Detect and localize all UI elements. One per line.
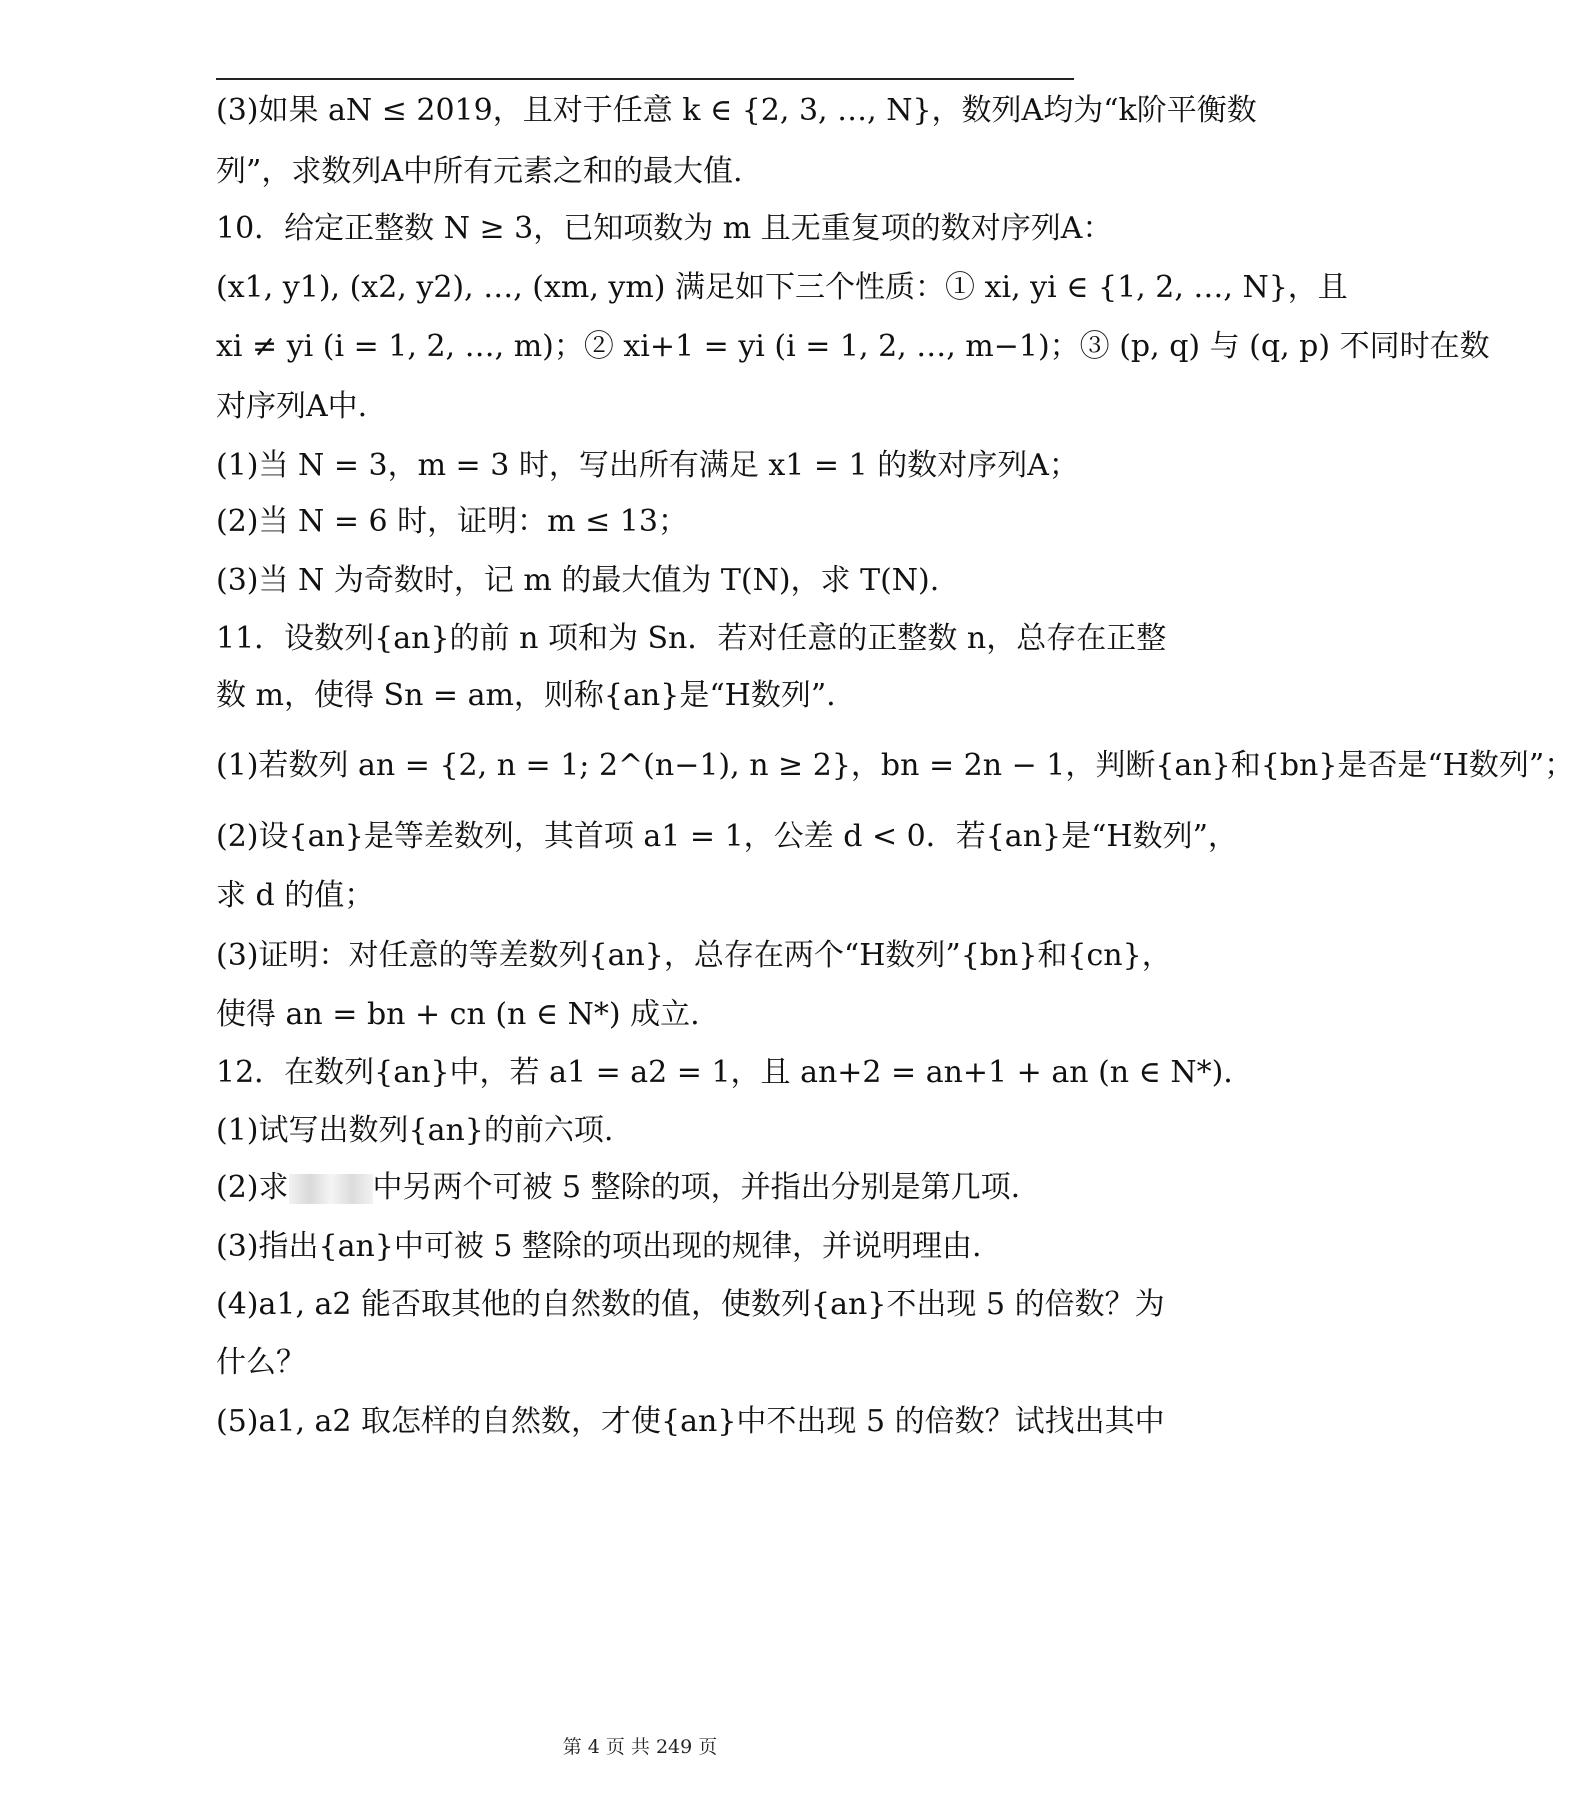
text-line-9: (3)当 N 为奇数时，记 m 的最大值为 T(N)，求 T(N). — [216, 563, 940, 598]
text-line-21: (4)a1, a2 能否取其他的自然数的值，使数列{an}不出现 5 的倍数？为 — [216, 1287, 1165, 1322]
text-line-3: 10．给定正整数 N ≥ 3，已知项数为 m 且无重复项的数对序列A： — [216, 211, 1113, 246]
text-line-1: (3)如果 aN ≤ 2019，且对于任意 k ∈ {2, 3, …, N}，数列A均为“k阶平衡数 — [216, 93, 1257, 128]
text-line-16: 使得 an = bn + cn (n ∈ N*) 成立. — [216, 997, 700, 1032]
text-line-2: 列”，求数列A中所有元素之和的最大值. — [216, 154, 743, 189]
text-line-13: (2)设{an}是等差数列，其首项 a1 = 1，公差 d < 0．若{an}是“H数列”， — [216, 819, 1238, 854]
text-line-12: (1)若数列 an = {2, n = 1; 2^(n−1), n ≥ 2}，bn = 2n − 1，判断{an}和{bn}是否是“H数列”； — [216, 748, 1574, 783]
text-line-11: 数 m，使得 Sn = am，则称{an}是“H数列”. — [216, 678, 836, 713]
text-line-22: 什么？ — [216, 1345, 306, 1380]
text-line-7: (1)当 N = 3，m = 3 时，写出所有满足 x1 = 1 的数对序列A； — [216, 448, 1079, 483]
text-line-17: 12．在数列{an}中，若 a1 = a2 = 1，且 an+2 = an+1 + an (n ∈ N*)． — [216, 1055, 1254, 1090]
text-line-6: 对序列A中. — [216, 389, 368, 424]
text-line-5: xi ≠ yi (i = 1, 2, …, m)；② xi+1 = yi (i = 1, 2, …, m−1)；③ (p, q) 与 (q, p) 不同时在数 — [216, 329, 1490, 364]
text-line-4: (x1, y1), (x2, y2), …, (xm, ym) 满足如下三个性质：① xi, yi ∈ {1, 2, …, N}，且 — [216, 270, 1348, 305]
line-19-suffix: 中另两个可被 5 整除的项，并指出分别是第几项. — [372, 1170, 1021, 1205]
text-line-18: (1)试写出数列{an}的前六项. — [216, 1113, 614, 1148]
text-line-10: 11．设数列{an}的前 n 项和为 Sn．若对任意的正整数 n，总存在正整 — [216, 621, 1167, 656]
text-line-19 — [216, 1168, 1074, 1208]
header-rule — [216, 78, 1074, 80]
text-line-20: (3)指出{an}中可被 5 整除的项出现的规律，并说明理由. — [216, 1229, 982, 1264]
text-line-8: (2)当 N = 6 时，证明：m ≤ 13； — [216, 504, 688, 539]
blurred-region — [289, 1174, 373, 1204]
text-line-23: (5)a1, a2 取怎样的自然数，才使{an}中不出现 5 的倍数？试找出其中 — [216, 1404, 1165, 1439]
page-footer: 第 4 页 共 249 页 — [562, 1736, 718, 1758]
text-line-14: 求 d 的值； — [216, 878, 375, 913]
line-19-prefix: (2)求 — [216, 1170, 289, 1205]
text-line-15: (3)证明：对任意的等差数列{an}，总存在两个“H数列”{bn}和{cn}， — [216, 938, 1172, 973]
